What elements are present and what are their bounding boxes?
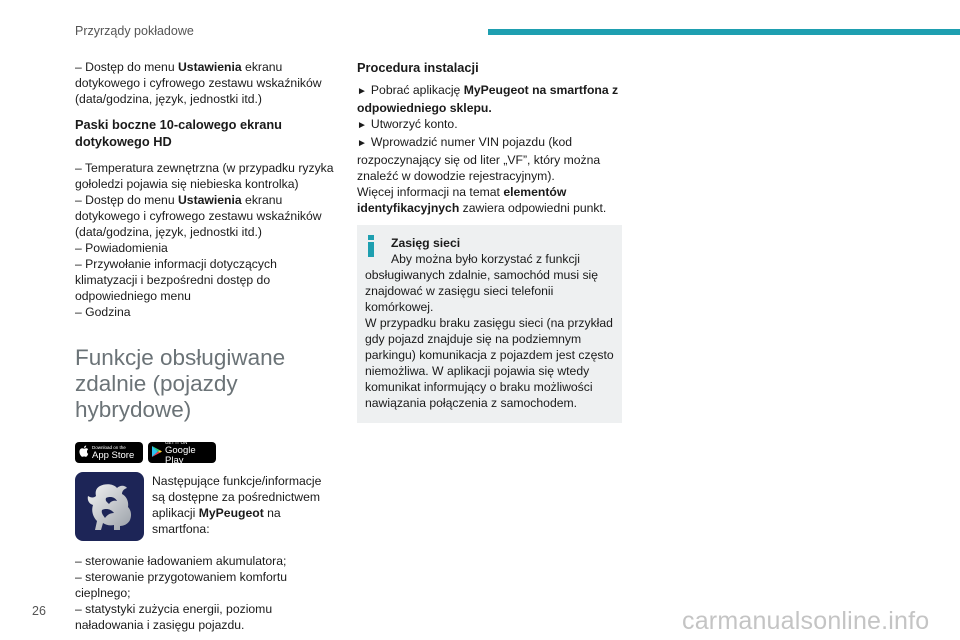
google-play-badge-small-text: GET IT ON <box>165 440 188 445</box>
arrow-bullet-icon: ► <box>357 86 367 97</box>
intro-paragraph: – Dostęp do menu Ustawienia ekranu dotykowego i cyfrowego zestawu wskaźników (data/godzina, język, jednostki itd.) <box>75 60 322 106</box>
google-play-icon <box>152 445 162 461</box>
app-store-badge-small-text: Download on the <box>92 445 126 450</box>
left-column <box>75 59 337 633</box>
step-3: ► Wprowadzić numer VIN pojazdu (kod rozpoczynający się od liter „VF”, który można znaleźć w dowodzie rejestracyjnym). <box>357 135 601 183</box>
section-title-remote-functions: Funkcje obsługiwane zdalnie (pojazdy hybrydowe) <box>75 345 286 422</box>
peugeot-lion-icon <box>84 480 136 534</box>
step-2: ► Utworzyć konto. <box>357 117 458 131</box>
app-store-badge[interactable] <box>75 442 143 463</box>
procedure-title: Procedura instalacji <box>357 60 479 75</box>
info-box-paragraph-1: Aby można było korzystać z funkcji obsługiwanych zdalnie, samochód musi się znajdować w zasięgu sieci telefonii komórkowej. <box>365 252 599 314</box>
page-number: 26 <box>32 604 46 618</box>
store-badges <box>75 440 337 466</box>
running-header: Przyrządy pokładowe <box>75 24 194 38</box>
info-box-paragraph-2: W przypadku braku zasięgu sieci (na przykład gdy pojazd znajduje się na podziemnym parkingu) komunikacja z pojazdem jest często niemożliwa. W aplikacji pojawia się wtedy komunikat informujący o braku możliwości nawiązania połączenia z samochodem. <box>365 316 614 410</box>
right-column <box>357 59 622 423</box>
info-box-title: Zasięg sieci <box>391 236 461 250</box>
arrow-bullet-icon: ► <box>357 138 367 149</box>
watermark: carmanualsonline.info <box>682 607 930 635</box>
mypeugeot-app-icon <box>75 472 144 541</box>
app-store-badge-label: App Store <box>92 450 135 461</box>
network-info-box <box>357 225 622 423</box>
header-accent-bar <box>488 29 960 35</box>
step-1: ► Pobrać aplikację MyPeugeot na smartfona z odpowiedniego sklepu. <box>357 83 619 115</box>
apple-icon <box>79 445 89 461</box>
google-play-badge[interactable] <box>148 440 216 466</box>
info-icon <box>365 235 377 255</box>
arrow-bullet-icon: ► <box>357 120 367 131</box>
google-play-badge-label: Google Play <box>165 445 196 466</box>
more-info-paragraph: Więcej informacji na temat elementów identyfikacyjnych zawiera odpowiedni punkt. <box>357 185 607 215</box>
app-description: Następujące funkcje/informacje są dostępne za pośrednictwem aplikacji MyPeugeot na smartfona: <box>152 474 322 536</box>
functions-list: – sterowanie ładowaniem akumulatora; – sterowanie przygotowaniem komfortu cieplnego; – statystyki zużycia energii, poziomu naładowania i zasięgu pojazdu. <box>75 554 288 632</box>
app-info-row <box>75 472 337 541</box>
side-bars-list: – Temperatura zewnętrzna (w przypadku ryzyka gołoledzi pojawia się niebieska kontrolka) – Dostęp do menu Ustawienia ekranu dotykowego i cyfrowego zestawu wskaźników (data/godzina, język, jednostki itd.) – Powiadomienia – Przywołanie informacji dotyczących klimatyzacji i bezpośredni dostęp do odpowiedniego menu – Godzina <box>75 161 334 319</box>
section-title-side-bars: Paski boczne 10-calowego ekranu dotykowego HD <box>75 117 282 149</box>
